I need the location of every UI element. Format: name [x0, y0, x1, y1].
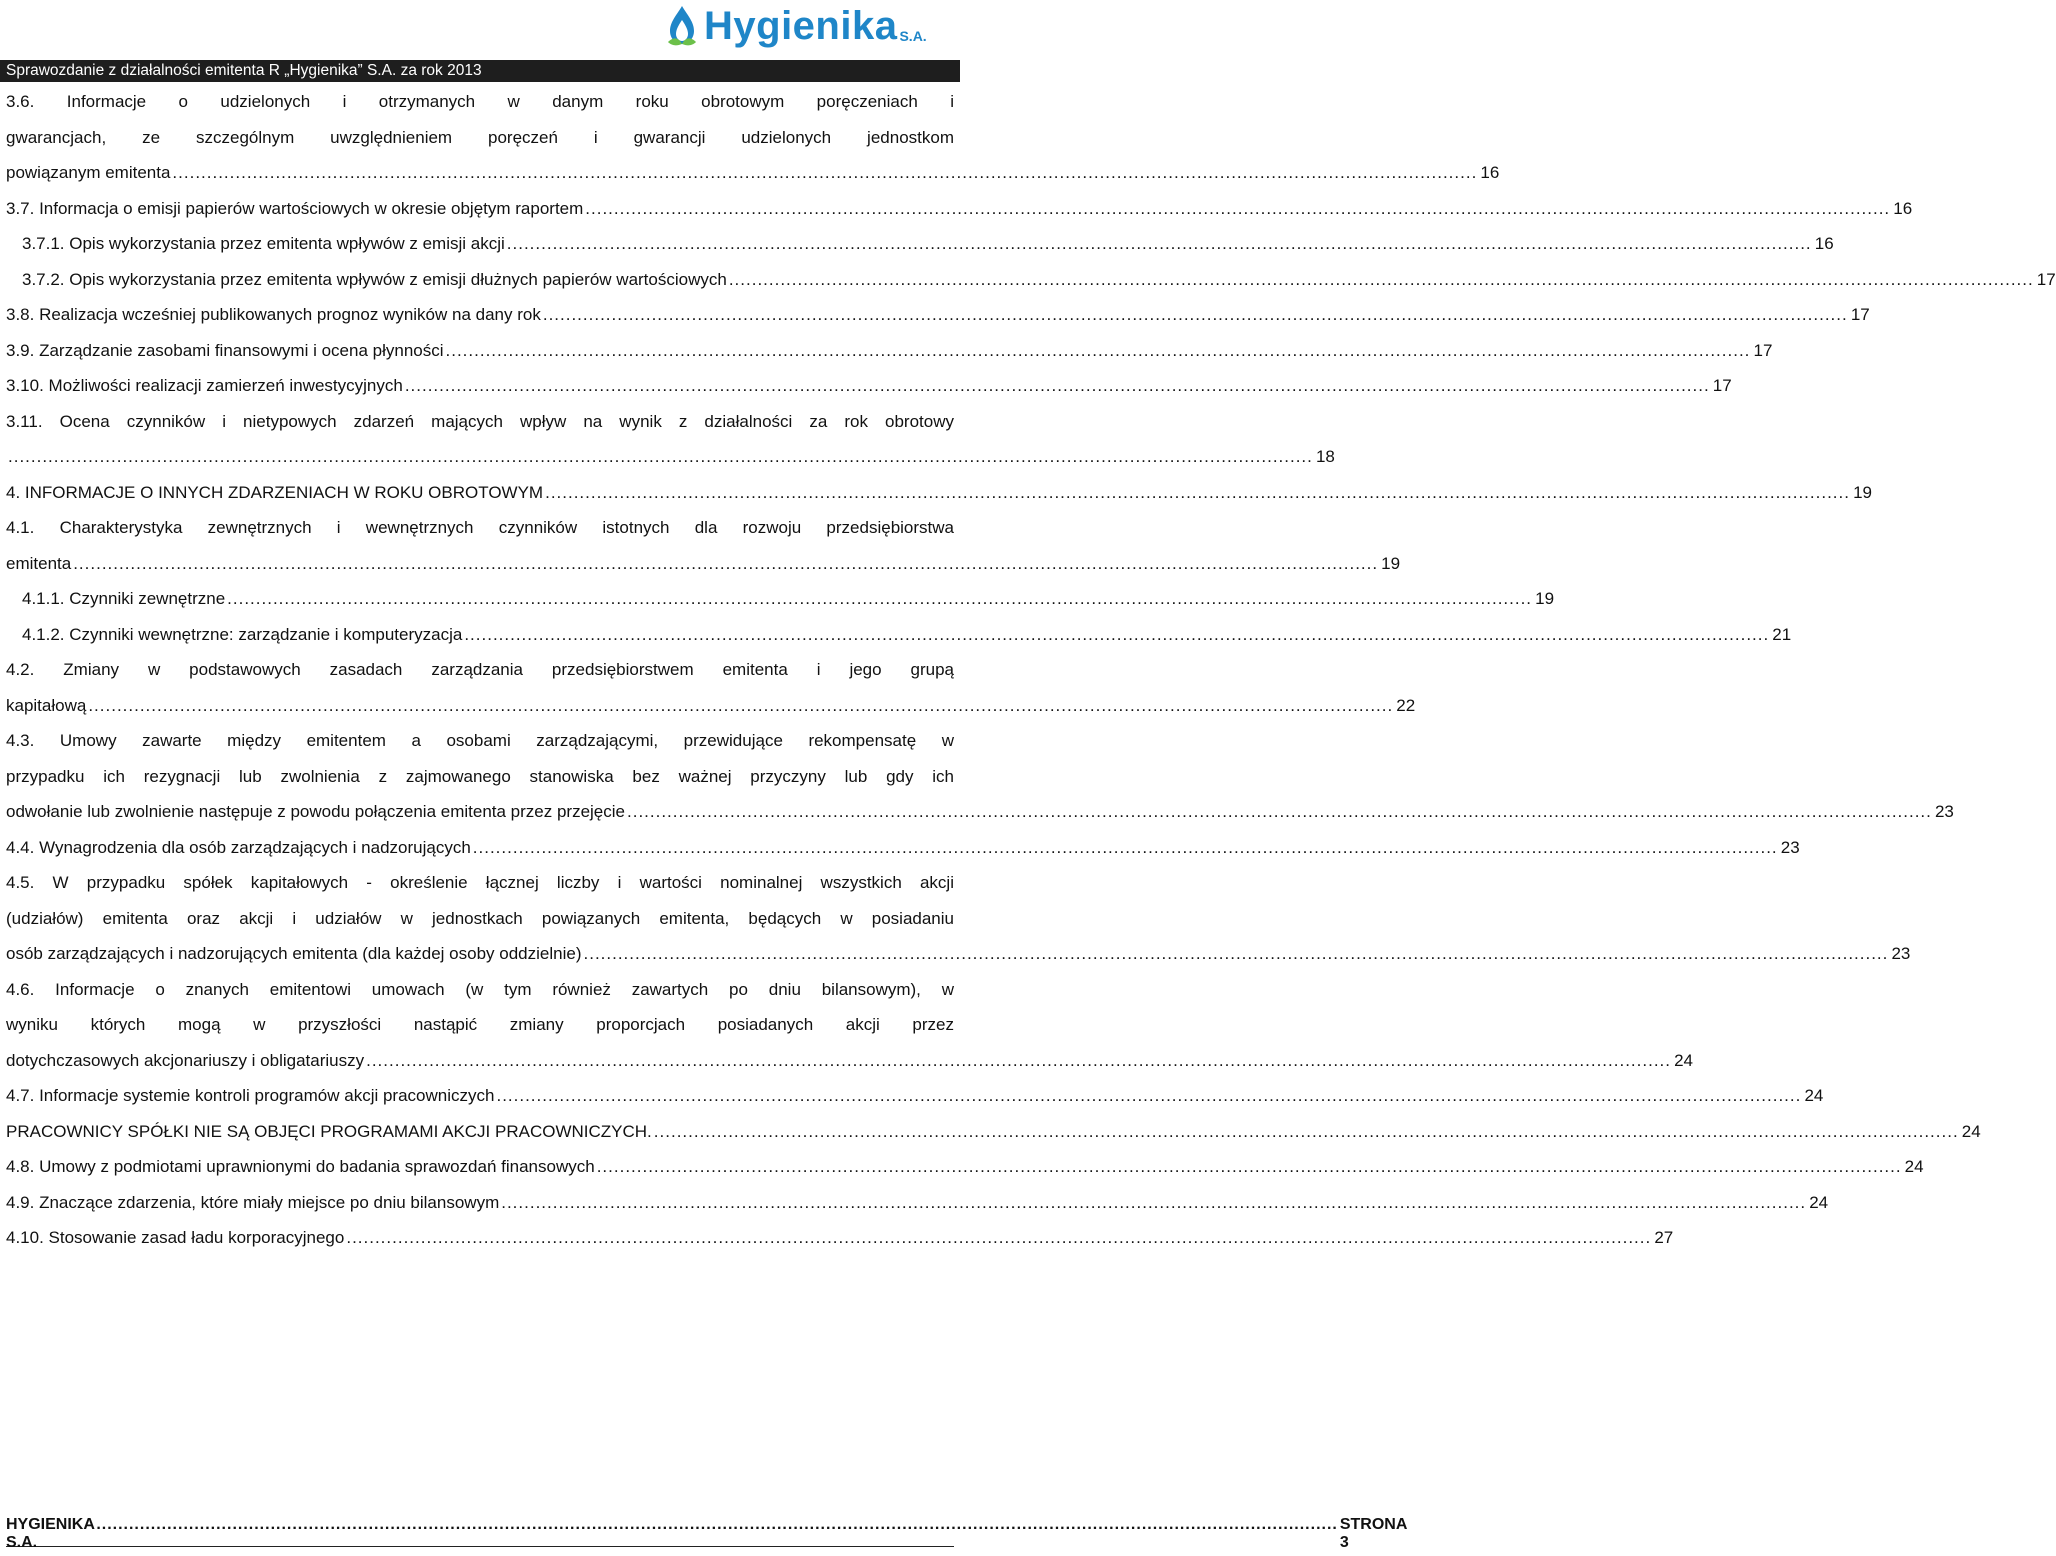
- toc-dot-leader: [729, 262, 2034, 298]
- toc-entry[interactable]: [6, 972, 1693, 1079]
- toc-page-number: 17: [1753, 340, 1773, 360]
- logo-suffix: S.A.: [899, 28, 927, 44]
- toc-page-number: 17: [1712, 376, 1732, 395]
- toc-entry-title: 4.1.1. Czynniki zewnętrzne: [22, 589, 226, 608]
- toc-entry[interactable]: [6, 865, 1911, 972]
- toc-page-number: 22: [1396, 695, 1416, 715]
- toc-dot-leader: [227, 581, 1532, 617]
- toc-page-number: 24: [1804, 1086, 1824, 1105]
- toc-entry-title: emitenta: [6, 553, 72, 573]
- toc-page-number: 16: [1814, 234, 1834, 253]
- toc-entry[interactable]: [6, 404, 1335, 475]
- toc-page-number: 16: [1893, 198, 1913, 218]
- toc-entry-title: 3.8. Realizacja wcześniej publikowanych prognoz wyników na dany rok: [6, 305, 541, 324]
- toc-page-number: 24: [1904, 1157, 1924, 1176]
- toc-entry[interactable]: [6, 1078, 1824, 1114]
- toc-entry-text: 3.11. Ocena czynników i nietypowych zdarzeń mających wpływ na wynik z działalności za rok obrotowy: [6, 411, 954, 431]
- toc-entry-title: 3.10. Możliwości realizacji zamierzeń inwestycyjnych: [6, 376, 403, 395]
- toc-entry-title: 3.7.1. Opis wykorzystania przez emitenta wpływów z emisji akcji: [22, 234, 505, 253]
- toc-dot-leader: [501, 1185, 1806, 1221]
- toc-entry-title: 3.7. Informacja o emisji papierów wartościowych w okresie objętym raportem: [6, 198, 584, 218]
- toc-entry-text: wyniku których mogą w przyszłości nastąpić zmiany proporcjach posiadanych akcji przez: [6, 1015, 954, 1034]
- toc-dot-leader: [507, 226, 1812, 262]
- toc-entry-text: 4.6. Informacje o znanych emitentowi umowach (w tym również zawartych po dniu bilansowym), w: [6, 979, 954, 999]
- toc-page-number: 27: [1654, 1228, 1674, 1247]
- toc-page-number: 23: [1891, 944, 1911, 963]
- toc-dot-leader: [473, 830, 1778, 866]
- toc-dot-leader: [584, 936, 1889, 972]
- toc-dot-leader: [585, 191, 1890, 227]
- toc-dot-leader: [405, 368, 1710, 404]
- toc-dot-leader: [172, 155, 1477, 191]
- toc-entry-title: 4.1.2. Czynniki wewnętrzne: zarządzanie i komputeryzacja: [22, 624, 463, 644]
- toc-entry-title: PRACOWNICY SPÓŁKI NIE SĄ OBJĘCI PROGRAMAMI AKCJI PRACOWNICZYCH.: [6, 1121, 652, 1141]
- toc-entry[interactable]: [6, 333, 1773, 369]
- toc-entry-title: 3.7.2. Opis wykorzystania przez emitenta wpływów z emisji dłużnych papierów wartościowych: [22, 269, 727, 289]
- toc-dot-leader: [654, 1114, 1959, 1150]
- logo-wordmark: Hygienika: [704, 4, 898, 48]
- toc-page-number: 24: [1674, 1050, 1693, 1070]
- toc-dot-leader: [597, 1149, 1902, 1185]
- toc-entry-text: 4.5. W przypadku spółek kapitałowych - określenie łącznej liczby i wartości nominalnej wszystkich akcji: [6, 873, 954, 892]
- toc-entry-text: gwarancjach, ze szczególnym uwzględnieniem poręczeń i gwarancji udzielonych jednostkom: [6, 127, 954, 147]
- toc-page-number: 23: [1934, 802, 1954, 821]
- toc-entry[interactable]: [6, 1220, 1674, 1256]
- toc-page-number: 19: [1853, 482, 1872, 502]
- toc-entry[interactable]: [6, 1114, 1981, 1150]
- toc-entry[interactable]: [6, 191, 1913, 227]
- footer-company: HYGIENIKA S.A.: [6, 1516, 95, 1551]
- toc-entry[interactable]: [6, 617, 1792, 653]
- toc-entry-text: 4.1. Charakterystyka zewnętrznych i wewnętrznych czynników istotnych dla rozwoju przedsiębiorstwa: [6, 518, 954, 537]
- toc-entry-title: odwołanie lub zwolnienie następuje z powodu połączenia emitenta przez przejęcie: [6, 802, 625, 821]
- toc-entry[interactable]: [6, 1185, 1829, 1221]
- toc-entry-title: kapitałową: [6, 695, 87, 715]
- toc-entry[interactable]: [6, 581, 1555, 617]
- toc-entry-title: 3.9. Zarządzanie zasobami finansowymi i ocena płynności: [6, 340, 444, 360]
- toc-page-number: 17: [1850, 305, 1870, 324]
- toc-entry[interactable]: [6, 475, 1872, 511]
- table-of-contents: [6, 84, 2056, 1256]
- toc-page-number: 23: [1780, 837, 1800, 857]
- toc-entry-title: 4.10. Stosowanie zasad ładu korporacyjnego: [6, 1228, 345, 1247]
- toc-page-number: 19: [1381, 553, 1401, 573]
- toc-entry[interactable]: [6, 652, 1416, 723]
- toc-entry-text: 3.6. Informacje o udzielonych i otrzymanych w danym roku obrotowym poręczeniach i: [6, 92, 954, 111]
- toc-entry-title: 4.7. Informacje systemie kontroli programów akcji pracowniczych: [6, 1086, 495, 1105]
- toc-entry-text: 4.2. Zmiany w podstawowych zasadach zarządzania przedsiębiorstwem emitenta i jego grupą: [6, 660, 954, 679]
- toc-dot-leader: [73, 546, 1378, 582]
- toc-page-number: 24: [1809, 1192, 1829, 1212]
- toc-entry-title: 4.4. Wynagrodzenia dla osób zarządzających i nadzorujących: [6, 837, 471, 857]
- toc-dot-leader: [496, 1078, 1801, 1114]
- footer-page-number: STRONA 3: [1339, 1516, 1407, 1551]
- company-logo: [662, 2, 927, 50]
- toc-entry[interactable]: [6, 297, 1870, 333]
- toc-page-number: 24: [1961, 1121, 1981, 1141]
- toc-dot-leader: [8, 439, 1313, 475]
- toc-page-number: 21: [1772, 624, 1792, 644]
- toc-dot-leader: [446, 333, 1751, 369]
- toc-entry[interactable]: [6, 84, 1500, 191]
- page-footer: [6, 1516, 1407, 1551]
- toc-dot-leader: [88, 688, 1393, 724]
- toc-dot-leader: [346, 1220, 1651, 1256]
- toc-entry[interactable]: [6, 510, 1401, 581]
- toc-entry-title: osób zarządzających i nadzorujących emitenta (dla każdej osoby oddzielnie): [6, 944, 582, 963]
- toc-entry-text: przypadku ich rezygnacji lub zwolnienia z zajmowanego stanowiska bez ważnej przyczyny lub gdy ich: [6, 766, 954, 786]
- toc-entry-title: dotychczasowych akcjonariuszy i obligatariuszy: [6, 1050, 365, 1070]
- toc-entry[interactable]: [6, 1149, 1924, 1185]
- toc-dot-leader: [464, 617, 1769, 653]
- toc-page-number: 19: [1535, 589, 1555, 608]
- toc-page-number: 18: [1315, 447, 1335, 466]
- toc-entry-text: (udziałów) emitenta oraz akcji i udziałów w jednostkach powiązanych emitenta, będących w posiadaniu: [6, 908, 954, 928]
- toc-entry[interactable]: [6, 830, 1800, 866]
- toc-entry[interactable]: [6, 723, 1954, 830]
- droplet-leaf-icon: [662, 4, 702, 48]
- toc-page-number: 16: [1480, 163, 1500, 182]
- toc-dot-leader: [366, 1043, 1671, 1079]
- toc-dot-leader: [545, 475, 1850, 511]
- toc-entry[interactable]: [6, 262, 2056, 298]
- report-title: Sprawozdanie z działalności emitenta R „Hygienika” S.A. za rok 2013: [6, 62, 482, 79]
- toc-entry-title: 4. INFORMACJE O INNYCH ZDARZENIACH W ROKU OBROTOWYM: [6, 482, 544, 502]
- toc-entry[interactable]: [6, 368, 1732, 404]
- toc-entry-text: 4.3. Umowy zawarte między emitentem a osobami zarządzającymi, przewidujące rekompensatę w: [6, 731, 954, 750]
- toc-dot-leader: [627, 794, 1932, 830]
- footer-leader: [96, 1516, 1338, 1534]
- toc-entry-title: 4.8. Umowy z podmiotami uprawnionymi do badania sprawozdań finansowych: [6, 1157, 595, 1176]
- toc-entry-title: powiązanym emitenta: [6, 163, 171, 182]
- toc-dot-leader: [543, 297, 1848, 333]
- toc-entry-title: 4.9. Znaczące zdarzenia, które miały miejsce po dniu bilansowym: [6, 1192, 500, 1212]
- toc-entry[interactable]: [6, 226, 1834, 262]
- toc-page-number: 17: [2036, 269, 2056, 289]
